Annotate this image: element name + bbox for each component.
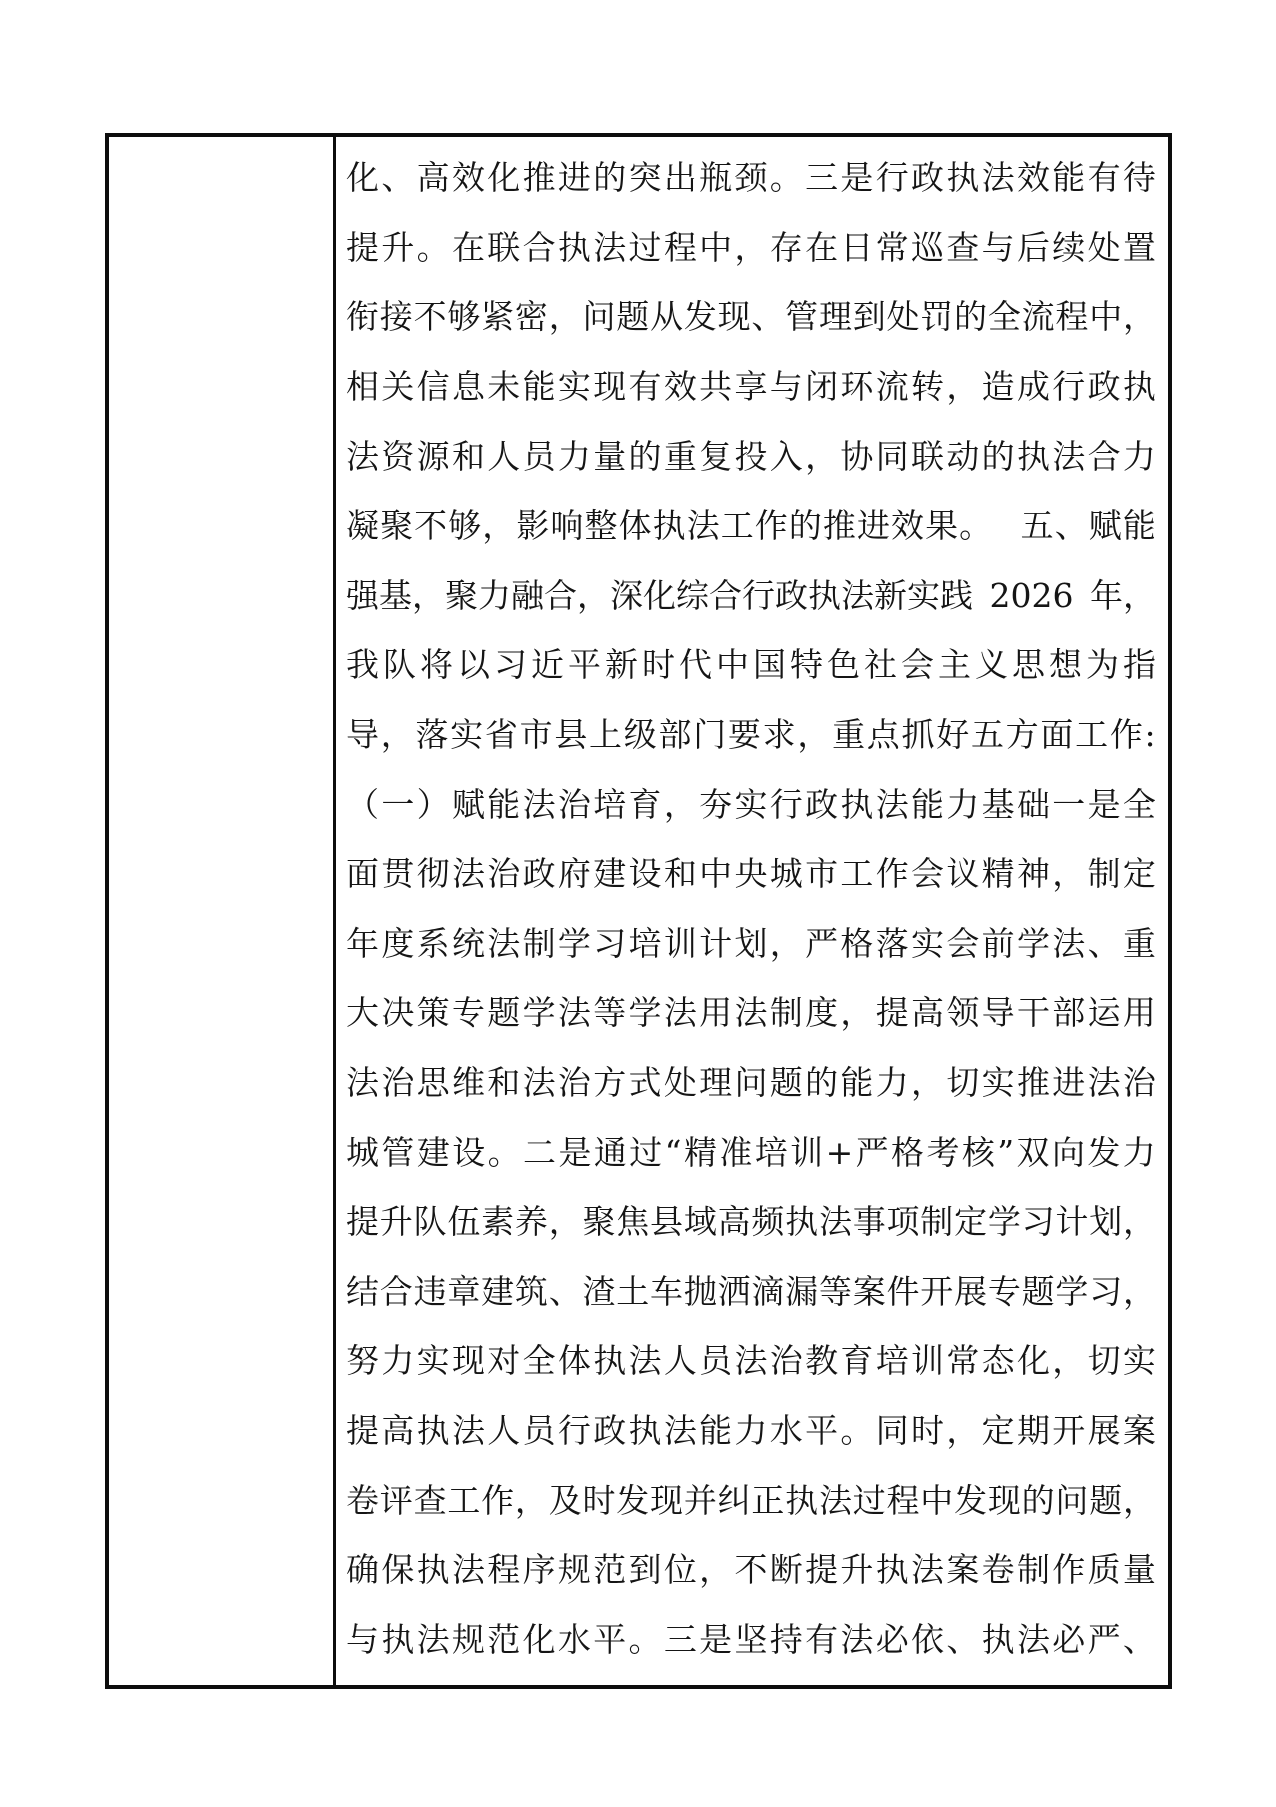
text-line-19: 提 高 执 法 人 员 行 政 执 法 能 力 水 平 。 同 时 ， 定 期 开 展 案 [346, 1410, 1156, 1450]
text-line-18: 努 力 实 现 对 全 体 执 法 人 员 法 治 教 育 培 训 常 态 化 ， 切 实 [346, 1341, 1156, 1381]
text-line-17: 结 合 违 章 建 筑 、 渣 土 车 抛 洒 滴 漏 等 案 件 开 展 专 题 学 习 ， [346, 1271, 1156, 1311]
text-line-6: 凝 聚 不 够 ， 影 响 整 体 执 法 工 作 的 推 进 效 果 。 五 、 赋 能 [346, 506, 1156, 546]
text-line-13: 大 决 策 专 题 学 法 等 学 法 用 法 制 度 ， 提 高 领 导 干 部 运 用 [346, 993, 1156, 1033]
text-line-16: 提 升 队 伍 素 养 ， 聚 焦 县 域 高 频 执 法 事 项 制 定 学 习 计 划 ， [346, 1202, 1156, 1242]
text-line-12: 年 度 系 统 法 制 学 习 培 训 计 划 ， 严 格 落 实 会 前 学 法 、 重 [346, 923, 1156, 963]
table-left-cell [109, 137, 336, 1685]
text-line-4: 相 关 信 息 未 能 实 现 有 效 共 享 与 闭 环 流 转 ， 造 成 行 政 执 [346, 367, 1156, 407]
text-line-2: 提 升 。 在 联 合 执 法 过 程 中 ， 存 在 日 常 巡 查 与 后 续 处 置 [346, 227, 1156, 267]
report-text [346, 143, 1156, 1674]
text-line-20: 卷 评 查 工 作 ， 及 时 发 现 并 纠 正 执 法 过 程 中 发 现 的 问 题 ， [346, 1480, 1156, 1520]
report-table [105, 133, 1172, 1689]
text-line-14: 法 治 思 维 和 法 治 方 式 处 理 问 题 的 能 力 ， 切 实 推 进 法 治 [346, 1063, 1156, 1103]
text-line-9: 导 ， 落 实 省 市 县 上 级 部 门 要 求 ， 重 点 抓 好 五 方 面 工 作 : [346, 715, 1156, 755]
text-line-8: 我 队 将 以 习 近 平 新 时 代 中 国 特 色 社 会 主 义 思 想 为 指 [346, 645, 1156, 685]
text-line-1: 化 、 高 效 化 推 进 的 突 出 瓶 颈 。 三 是 行 政 执 法 效 能 有 待 [346, 158, 1156, 198]
text-line-3: 衔 接 不 够 紧 密 ， 问 题 从 发 现 、 管 理 到 处 罚 的 全 流 程 中 ， [346, 297, 1156, 337]
text-line-10: （ 一 ） 赋 能 法 治 培 育 ， 夯 实 行 政 执 法 能 力 基 础 一 是 全 [346, 784, 1156, 824]
text-line-15: 城 管 建 设 。 二 是 通 过 “ 精 准 培 训 + 严 格 考 核 ” 双 向 发 力 [346, 1132, 1156, 1172]
text-line-5: 法 资 源 和 人 员 力 量 的 重 复 投 入 ， 协 同 联 动 的 执 法 合 力 [346, 436, 1156, 476]
text-line-11: 面 贯 彻 法 治 政 府 建 设 和 中 央 城 市 工 作 会 议 精 神 ， 制 定 [346, 854, 1156, 894]
text-line-21: 确 保 执 法 程 序 规 范 到 位 ， 不 断 提 升 执 法 案 卷 制 作 质 量 [346, 1550, 1156, 1590]
text-line-7: 强 基 ， 聚 力 融 合 ， 深 化 综 合 行 政 执 法 新 实 践 2026 年 ， [346, 575, 1156, 615]
table-right-cell [336, 137, 1168, 1685]
text-line-22: 与 执 法 规 范 化 水 平 。 三 是 坚 持 有 法 必 依 、 执 法 必 严 、 [346, 1619, 1156, 1659]
